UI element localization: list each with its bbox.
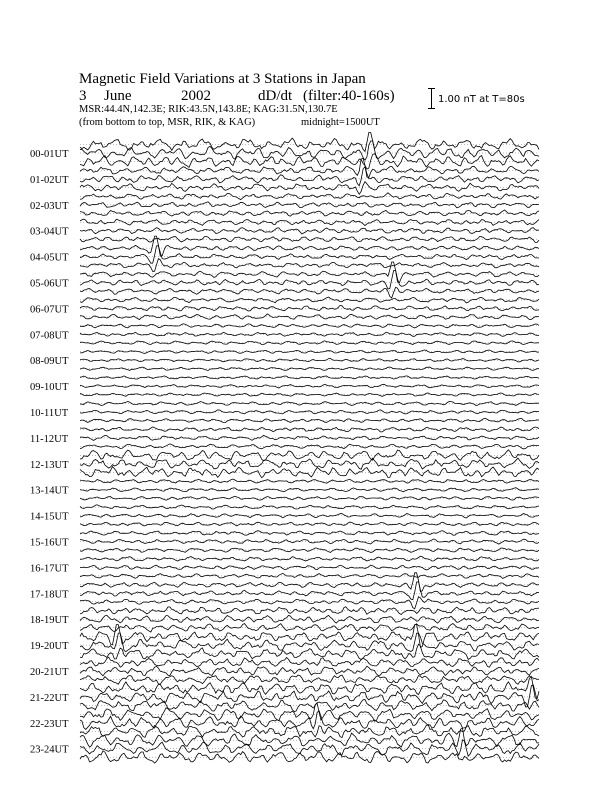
quantity-label: dD/dt <box>258 88 293 104</box>
trace-kag <box>80 597 539 609</box>
stations-label: MSR:44.4N,142.3E; RIK:43.5N,143.8E; KAG:31.5N,130.7E <box>79 104 338 115</box>
row-label: 08-09UT <box>30 356 69 368</box>
row-label: 06-07UT <box>30 304 69 316</box>
trace-kag <box>80 751 539 763</box>
row-label: 04-05UT <box>30 252 69 264</box>
trace-rik <box>80 488 539 492</box>
chart-title: Magnetic Field Variations at 3 Stations in Japan <box>79 71 366 87</box>
trace-msr <box>80 573 539 592</box>
row-label: 05-06UT <box>30 278 69 290</box>
row-label: 14-15UT <box>30 511 69 523</box>
trace-rik <box>80 141 539 160</box>
row-label: 10-11UT <box>30 408 69 419</box>
trace-kag <box>80 393 539 397</box>
row-label: 21-22UT <box>30 692 69 704</box>
midnight-note: midnight=1500UT <box>301 117 380 128</box>
trace-msr <box>80 193 539 200</box>
scale-label: 1.00 nT at T=80s <box>438 94 525 105</box>
month-label: June <box>104 88 132 104</box>
year-label: 2002 <box>181 88 211 104</box>
row-label: 19-20UT <box>30 641 69 653</box>
station-order-note: (from bottom to top, MSR, RIK, & KAG) <box>79 117 256 128</box>
filter-label: (filter:40-160s) <box>303 88 395 104</box>
trace-rik <box>80 458 539 469</box>
row-label: 15-16UT <box>30 537 69 549</box>
row-label: 23-24UT <box>30 744 69 756</box>
row-label: 13-14UT <box>30 485 69 497</box>
row-label: 07-08UT <box>30 330 69 342</box>
row-label: 18-19UT <box>30 615 69 627</box>
trace-rik <box>80 711 539 730</box>
trace-kag <box>80 573 539 578</box>
day-label: 3 <box>79 88 87 104</box>
trace-msr <box>80 376 539 379</box>
row-label: 11-12UT <box>30 433 69 445</box>
trace-kag <box>80 644 539 659</box>
row-label: 16-17UT <box>30 563 69 575</box>
row-label: 09-10UT <box>30 382 69 394</box>
row-label: 03-04UT <box>30 226 69 238</box>
trace-kag <box>80 182 539 195</box>
trace-rik <box>80 271 539 290</box>
trace-rik <box>80 582 539 600</box>
trace-kag <box>80 418 539 422</box>
row-label: 12-13UT <box>30 459 69 471</box>
trace-msr <box>80 427 539 432</box>
trace-kag <box>80 287 539 298</box>
row-label: 02-03UT <box>30 200 69 212</box>
row-label: 20-21UT <box>30 667 69 678</box>
row-label: 01-02UT <box>30 174 69 186</box>
trace-rik <box>80 615 539 623</box>
row-label: 17-18UT <box>30 589 69 601</box>
trace-kag <box>80 496 539 500</box>
trace-msr <box>80 133 539 152</box>
row-label: 22-23UT <box>30 718 69 730</box>
trace-kag <box>80 522 539 526</box>
trace-msr <box>80 556 539 561</box>
row-label: 00-01UT <box>30 149 69 160</box>
